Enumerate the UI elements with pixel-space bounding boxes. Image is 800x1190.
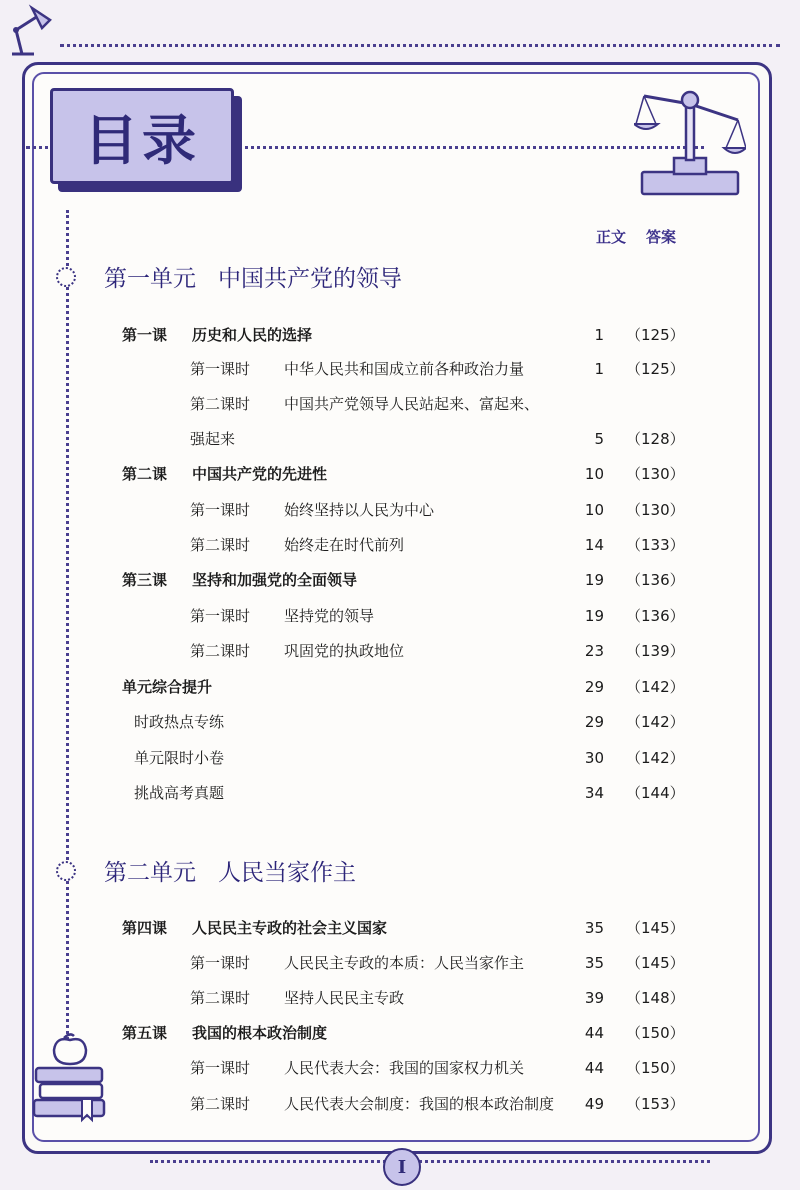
page-number: 5 [594, 430, 604, 448]
page-number: 14 [584, 536, 604, 554]
bottom-dotted-line [150, 1160, 710, 1163]
unit-title: 中国共产党的领导 [218, 266, 402, 292]
page-number: 19 [584, 607, 604, 625]
period-number: 第二课时 [190, 395, 251, 413]
column-header-answer: 答案 [646, 228, 677, 246]
answer-page: （130） [626, 501, 685, 519]
unit-number: 第二单元 [104, 860, 196, 886]
page-number: 1 [594, 326, 604, 344]
answer-page: （142） [626, 713, 685, 731]
answer-page: （130） [626, 465, 685, 483]
period-number: 第二课时 [190, 536, 251, 554]
page-number: 39 [584, 989, 604, 1007]
page-number: 19 [584, 571, 604, 589]
page-number: 10 [584, 501, 604, 519]
period-title: 坚持人民民主专政 [284, 989, 405, 1007]
section-title: 单元综合提升 [122, 678, 213, 696]
toc-row[interactable] [0, 913, 800, 943]
unit-bullet-icon [56, 861, 76, 881]
page-number: 30 [584, 749, 604, 767]
period-number: 第一课时 [190, 607, 251, 625]
period-number: 第一课时 [190, 360, 251, 378]
page-number: 29 [584, 713, 604, 731]
page-number: 49 [584, 1095, 604, 1113]
period-number: 第二课时 [190, 1095, 251, 1113]
toc-row[interactable] [0, 672, 800, 702]
period-number: 第一课时 [190, 954, 251, 972]
toc-row[interactable] [0, 1053, 800, 1083]
page-number: 35 [584, 954, 604, 972]
answer-page: （153） [626, 1095, 685, 1113]
page-number: 10 [584, 465, 604, 483]
unit-title: 人民当家作主 [218, 860, 356, 886]
toc-row[interactable] [0, 1089, 800, 1119]
period-title: 始终走在时代前列 [284, 536, 405, 554]
period-number: 第二课时 [190, 642, 251, 660]
period-title: 始终坚持以人民为中心 [284, 501, 435, 519]
unit-heading [56, 854, 356, 887]
lesson-number: 第五课 [122, 1024, 168, 1042]
period-number: 第二课时 [190, 989, 251, 1007]
toc-row[interactable] [0, 743, 800, 773]
answer-page: （144） [626, 784, 685, 802]
answer-page: （139） [626, 642, 685, 660]
period-title: 中华人民共和国成立前各种政治力量 [284, 360, 525, 378]
period-number: 第一课时 [190, 501, 251, 519]
page-number: 29 [584, 678, 604, 696]
answer-page: （142） [626, 749, 685, 767]
toc-row[interactable] [0, 983, 800, 1013]
top-dotted-line [60, 44, 780, 47]
answer-page: （142） [626, 678, 685, 696]
period-title: 人民代表大会：我国的国家权力机关 [284, 1059, 525, 1077]
toc-row[interactable] [0, 530, 800, 560]
page-number: 34 [584, 784, 604, 802]
lesson-number: 第三课 [122, 571, 168, 589]
toc-row[interactable] [0, 424, 800, 454]
toc-row[interactable] [0, 320, 800, 350]
page-number: 44 [584, 1059, 604, 1077]
section-title: 时政热点专练 [134, 713, 225, 731]
section-title: 单元限时小卷 [134, 749, 225, 767]
page-number: 35 [584, 919, 604, 937]
toc-row[interactable] [0, 495, 800, 525]
answer-page: （136） [626, 607, 685, 625]
title-box [50, 88, 234, 184]
lesson-title: 中国共产党的先进性 [192, 465, 328, 483]
period-number: 第一课时 [190, 1059, 251, 1077]
toc-row[interactable] [0, 601, 800, 631]
toc-row[interactable] [0, 1018, 800, 1048]
page-title: 目录 [84, 108, 200, 172]
lesson-title: 人民民主专政的社会主义国家 [192, 919, 388, 937]
answer-page: （150） [626, 1024, 685, 1042]
books-apple-icon [30, 1030, 110, 1126]
period-title: 坚持党的领导 [284, 607, 375, 625]
lesson-number: 第二课 [122, 465, 168, 483]
period-title: 中国共产党领导人民站起来、富起来、 [284, 395, 540, 413]
page-number: 23 [584, 642, 604, 660]
page-folio: I [383, 1148, 421, 1186]
column-header-body: 正文 [596, 228, 627, 246]
lesson-title: 坚持和加强党的全面领导 [192, 571, 358, 589]
unit-heading [56, 260, 402, 293]
answer-page: （148） [626, 989, 685, 1007]
toc-row[interactable] [0, 389, 800, 419]
page-number: 1 [594, 360, 604, 378]
period-title-continued: 强起来 [190, 430, 236, 448]
toc-row[interactable] [0, 948, 800, 978]
answer-page: （145） [626, 919, 685, 937]
lesson-number: 第一课 [122, 326, 168, 344]
section-title: 挑战高考真题 [134, 784, 225, 802]
toc-row[interactable] [0, 707, 800, 737]
period-title: 人民民主专政的本质：人民当家作主 [284, 954, 525, 972]
unit-bullet-icon [56, 267, 76, 287]
toc-row[interactable] [0, 565, 800, 595]
answer-page: （125） [626, 326, 685, 344]
desk-lamp-icon [4, 2, 64, 58]
unit-number: 第一单元 [104, 266, 196, 292]
answer-page: （136） [626, 571, 685, 589]
toc-row[interactable] [0, 459, 800, 489]
lesson-title: 历史和人民的选择 [192, 326, 313, 344]
answer-page: （145） [626, 954, 685, 972]
answer-page: （150） [626, 1059, 685, 1077]
period-title: 巩固党的执政地位 [284, 642, 405, 660]
lesson-number: 第四课 [122, 919, 168, 937]
page-number: 44 [584, 1024, 604, 1042]
answer-page: （133） [626, 536, 685, 554]
toc-row[interactable] [0, 636, 800, 666]
answer-page: （125） [626, 360, 685, 378]
toc-row[interactable] [0, 354, 800, 384]
lesson-title: 我国的根本政治制度 [192, 1024, 328, 1042]
balance-scale-icon [634, 80, 746, 200]
answer-page: （128） [626, 430, 685, 448]
toc-row[interactable] [0, 778, 800, 808]
period-title: 人民代表大会制度：我国的根本政治制度 [284, 1095, 555, 1113]
